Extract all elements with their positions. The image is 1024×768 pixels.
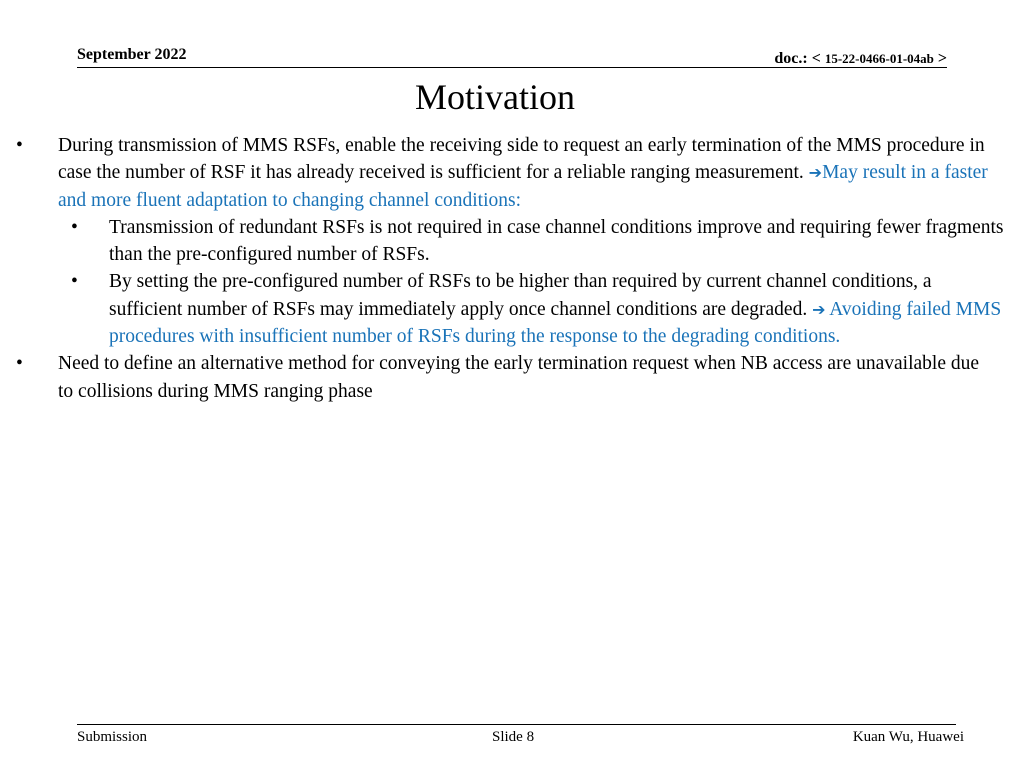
footer-submission: Submission <box>77 729 148 745</box>
doc-prefix: doc.: < <box>774 50 825 67</box>
header-divider <box>77 67 947 68</box>
footer-author: Kuan Wu, Huawei <box>852 729 964 745</box>
bullet-item-2 <box>0 350 993 405</box>
doc-suffix: > <box>933 50 947 67</box>
doc-number: 15-22-0466-01-04ab <box>824 51 934 66</box>
slide-body <box>0 132 1024 405</box>
sub-bullet-highlight: Avoiding failed MMS procedures with insufficient number of RSFs during the response to the degrading conditions. <box>109 298 1002 348</box>
bullet-dot: • <box>16 353 23 375</box>
sub-bullet-text: Transmission of redundant RSFs is not required in case channel conditions improve and requiring fewer fragments than the pre-configured number of RSFs. <box>109 216 1004 266</box>
arrow-right-icon: ➔ <box>812 299 826 319</box>
header-date: September 2022 <box>77 46 187 63</box>
bullet-text: Need to define an alternative method for conveying the early termination request when NB access are unavailable due to collisions during MMS ranging phase <box>58 353 980 402</box>
bullet-dot: • <box>71 216 78 238</box>
bullet-dot: • <box>71 271 78 293</box>
arrow-right-icon: ➔ <box>808 163 823 183</box>
footer-slide-number: Slide 8 <box>492 729 535 745</box>
bullet-dot: • <box>16 135 23 156</box>
sub-bullet-item-2 <box>0 268 1004 350</box>
header-doc-id <box>774 49 947 69</box>
bullet-text: During transmission of MMS RSFs, enable the receiving side to request an early termination of the MMS procedure in case the number of RSF it has already received is sufficient for a reliable ranging measurement. <box>58 135 985 184</box>
sub-bullet-item-1 <box>0 214 1004 269</box>
slide-title: Motivation <box>415 77 575 117</box>
footer-divider <box>77 724 956 725</box>
bullet-highlight: May result in a faster and more fluent adaptation to changing channel conditions: <box>58 162 988 211</box>
sub-bullet-text: By setting the pre-configured number of RSFs to be higher than required by current channel conditions, a sufficient number of RSFs may immediately apply once channel conditions are degraded. <box>109 271 932 320</box>
bullet-item-1 <box>0 132 993 214</box>
